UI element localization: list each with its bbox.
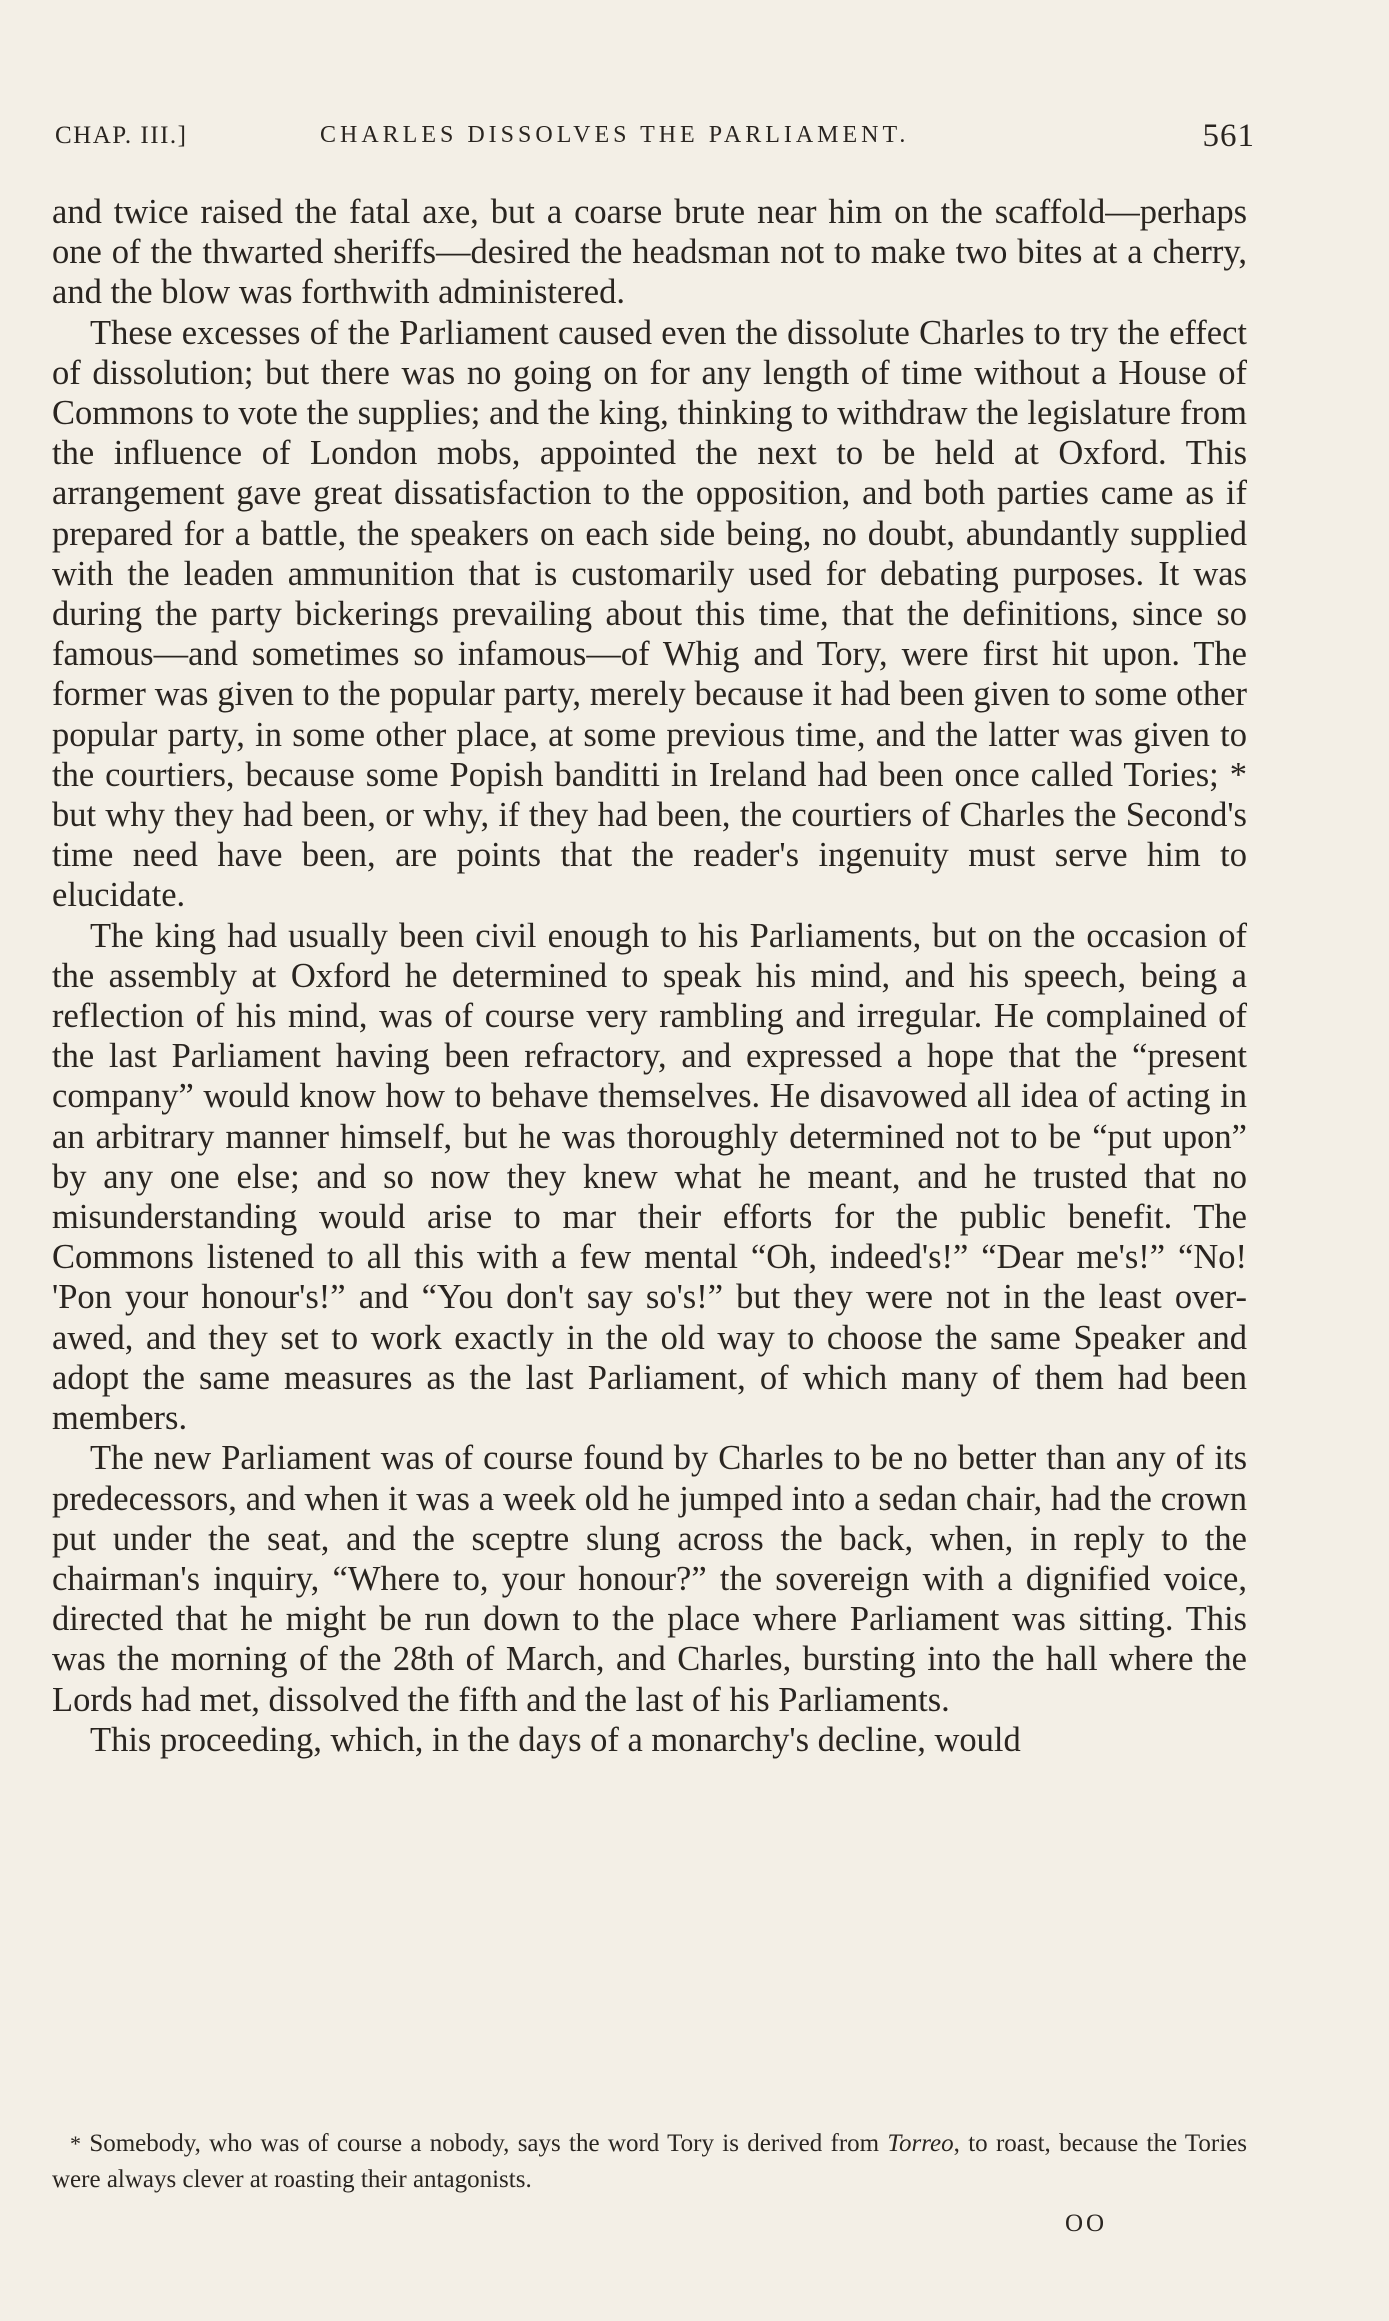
footnote-term: Torreo [887,2130,954,2157]
footnote-marker: * [70,2131,81,2156]
chapter-label: CHAP. III.] [55,122,188,149]
footnote [52,2126,1247,2198]
footnote-text: Somebody, who was of course a nobody, says the word Tory is derived from [89,2130,880,2157]
signature-mark: OO [1065,2210,1108,2237]
running-header [55,118,1255,158]
footnote-text-after: , to roast, because the Tories were always clever at roasting their antagonists. [52,2130,1248,2193]
running-title: CHARLES DISSOLVES THE PARLIAMENT. [320,122,910,148]
paragraph: This proceeding, which, in the days of a monarchy's decline, would [90,1720,1021,1759]
page-number: 561 [1202,118,1255,154]
paragraph: and twice raised the fatal axe, but a coarse brute near him on the scaffold—perhaps one of the thwarted sheriffs—desired the headsman not to make two bites at a cherry, and the blow was forthwith administered. [52,193,1247,312]
paragraph: These excesses of the Parliament caused even the dissolute Charles to try the effect of dissolution; but there was no going on for any length of time without a House of Commons to vote the supplies; and the king, thinking to withdraw the legislature from the influence of London mobs, appointed the next to be held at Oxford. This arrangement gave great dissatisfaction to the opposition, and both parties came as if prepared for a battle, the speakers on each side being, no doubt, abundantly supplied with the leaden ammunition that is customarily used for debating purposes. It was during the party bickerings prevailing about this time, that the definitions, since so famous—and sometimes so infamous—of Whig and Tory, were first hit upon. The former was given to the popular party, merely because it had been given to some other popular party, in some other place, at some previous time, and the latter was given to the courtiers, because some Popish banditti in Ireland had been once called Tories; * but why they had been, or why, if they had been, the courtiers of Charles the Second's time need have been, are points that the reader's ingenuity must serve him to elucidate. [52,313,1247,915]
paragraph: The king had usually been civil enough to his Parliaments, but on the occasion of the assembly at Oxford he determined to speak his mind, and his speech, being a reflection of his mind, was of course very rambling and irregular. He complained of the last Parliament having been refractory, and expressed a hope that the “present company” would know how to behave themselves. He disavowed all idea of acting in an arbitrary manner himself, but he was thoroughly determined not to be “put upon” by any one else; and so now they knew what he meant, and he trusted that no misunderstanding would arise to mar their efforts for the public benefit. The Commons listened to all this with a few mental “Oh, indeed's!” “Dear me's!” “No! 'Pon your honour's!” and “You don't say so's!” but they were not in the least over-awed, and they set to work exactly in the old way to choose the same Speaker and adopt the same measures as the last Parliament, of which many of them had been members. [52,916,1247,1438]
paragraph: The new Parliament was of course found by Charles to be no better than any of its predecessors, and when it was a week old he jumped into a sedan chair, had the crown put under the seat, and the sceptre slung across the back, when, in reply to the chairman's inquiry, “Where to, your honour?” the sovereign with a dignified voice, directed that he might be run down to the place where Parliament was sitting. This was the morning of the 28th of March, and Charles, bursting into the hall where the Lords had met, dissolved the fifth and the last of his Parliaments. [52,1439,1247,1719]
body-text [52,192,1247,1760]
